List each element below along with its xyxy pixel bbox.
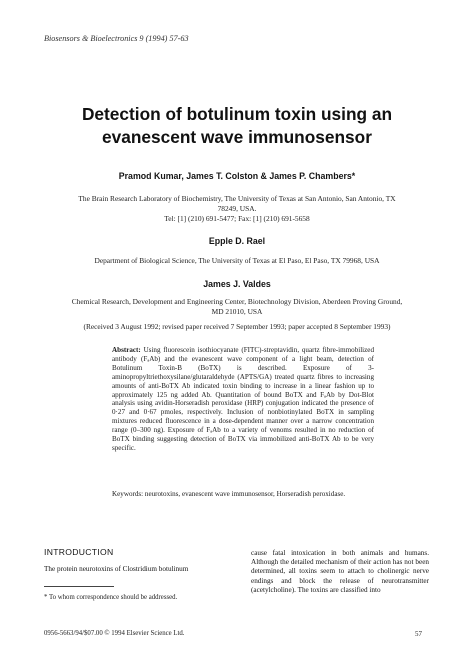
- journal-citation: Biosensors & Bioelectronics 9 (1994) 57-63: [44, 34, 189, 43]
- affiliation-3: [30, 297, 444, 317]
- received-dates: (Received 3 August 1992; revised paper received 7 September 1993; paper accepted 8 September 1993): [83, 322, 391, 331]
- affiliation-1-line-1: The Brain Research Laboratory of Biochemistry, The University of Texas at San Antonio, San Antonio, TX: [78, 194, 396, 203]
- page-number: 57: [415, 630, 422, 638]
- affiliation-1: [30, 194, 444, 224]
- abstract-text: Using fluorescein isothiocyanate (FITC)-streptavidin, quartz fibre-immobilized antibody (FₐAb) and the evanescent wave component of a light beam, detection of Botulinum Toxin-B (BoTX) is described. Exposure of 3-aminopropyltriethoxysilane/glutaraldehyde (APTS/GA) treated quartz fibres to increasing amounts of anti-BoTX Ab indicated toxin binding to increase in a linear fashion up to approximately 125 ng added Ab. Quantitation of bound BoTX and FₐAb by Dot-Blot analysis using avidin-Horseradish peroxidase (HRP) conjugation indicated the presence of 0·27 and 0·67 pmoles, respectively. Inclusion of nonbiotinylated BoTX in sampling mixtures reduced fluorescence in a dose-dependent manner over a narrow concentration range (0–300 ng). Exposure of FₐAb to a variety of venoms resulted in no reduction of BoTX binding suggesting detection of BoTX via immobilized anti-BoTX Ab to be very specific.: [112, 346, 374, 452]
- abstract: [112, 346, 374, 453]
- affiliation-1-line-2: 78249, USA.: [217, 204, 257, 213]
- author-group-1: Pramod Kumar, James T. Colston & James P. Chambers*: [118, 171, 356, 181]
- section-heading-introduction: INTRODUCTION: [44, 547, 114, 557]
- affiliation-3-line-2: MD 21010, USA: [211, 307, 263, 316]
- author-3: James J. Valdes: [203, 279, 271, 289]
- title-line-1: Detection of botulinum toxin using an: [81, 104, 393, 124]
- abstract-label: Abstract:: [112, 346, 141, 354]
- intro-right-column-text: cause fatal intoxication in both animals and humans. Although the detailed mechanism of their action has not been determined, all toxins seem to attach to cholinergic nerve endings and block the release of neurotransmitter (acetylcholine). The toxins are classified into: [251, 549, 429, 594]
- footnote-rule: [44, 586, 114, 587]
- title-line-2: evanescent wave immunosensor: [102, 127, 372, 147]
- affiliation-3-line-1: Chemical Research, Development and Engineering Center, Biotechnology Division, Aberdeen Proving Ground,: [71, 297, 403, 306]
- paper-title: [30, 103, 444, 149]
- keywords: Keywords: neurotoxins, evanescent wave immunosensor, Horseradish peroxidase.: [112, 490, 346, 498]
- copyright-line: 0956-5663/94/$07.00 © 1994 Elsevier Science Ltd.: [44, 630, 185, 637]
- intro-left-column-text: The protein neurotoxins of Clostridium botulinum: [44, 565, 189, 573]
- affiliation-2: Department of Biological Science, The University of Texas at El Paso, El Paso, TX 79968, USA: [94, 256, 380, 265]
- affiliation-1-contact: Tel: [1] (210) 691-5477; Fax: [1] (210) 691-5658: [164, 214, 310, 223]
- author-2: Epple D. Rael: [208, 236, 266, 246]
- footnote: * To whom correspondence should be addressed.: [44, 594, 178, 601]
